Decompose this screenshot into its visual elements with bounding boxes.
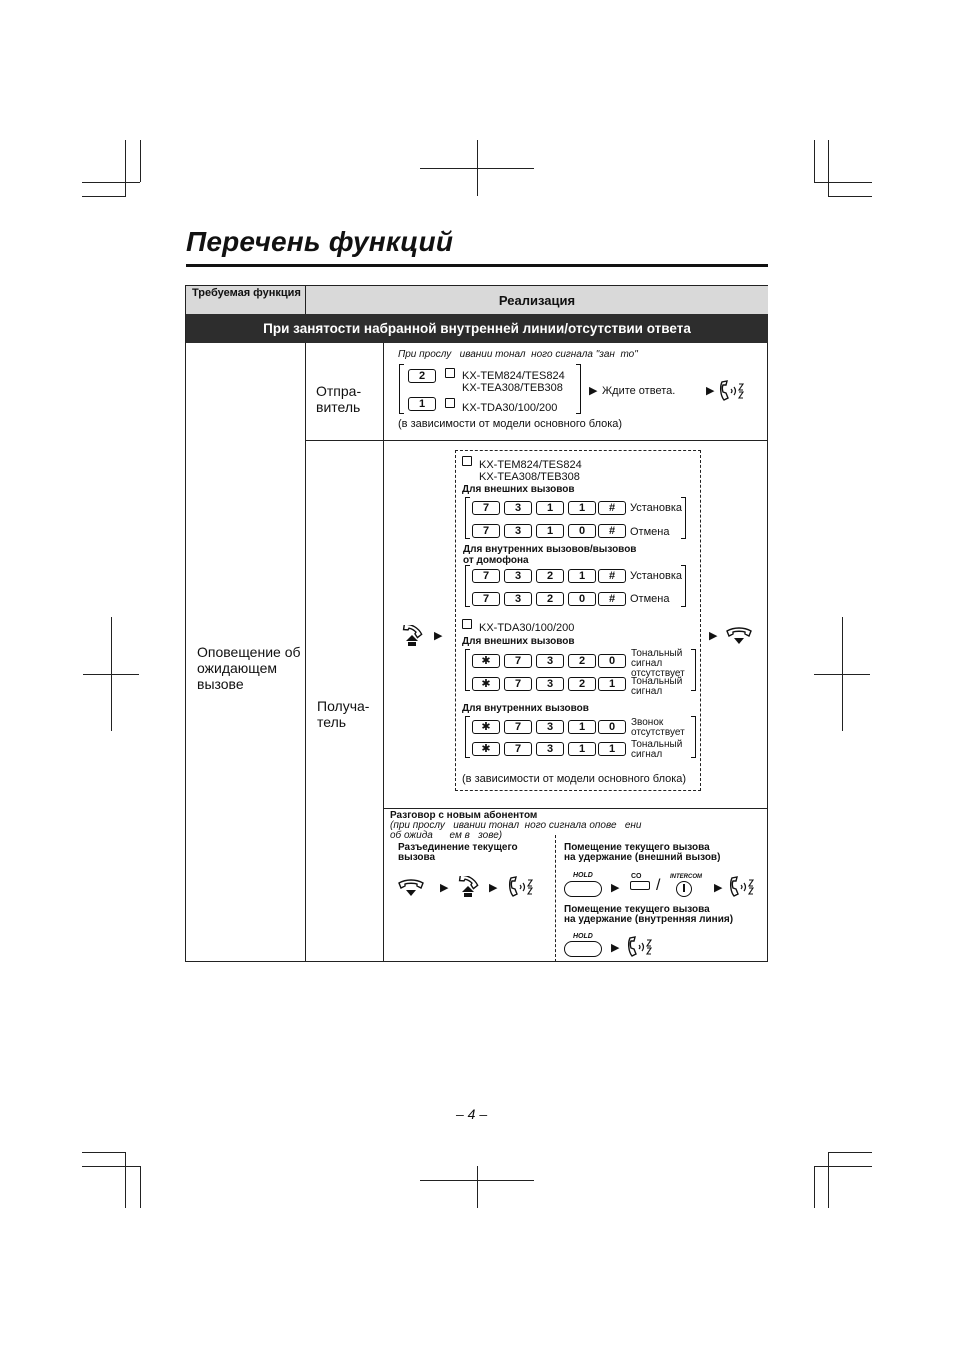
disconnect-heading [398,843,518,863]
key: 1 [536,501,564,515]
key: 0 [598,720,626,734]
dashed-divider [555,835,556,962]
hold-button [564,881,602,897]
talk-hint-2: об ожида ем в зове) [390,830,503,841]
crop-mark [82,196,126,197]
key: 2 [568,654,596,668]
key: 3 [536,677,564,691]
crop-mark [420,168,534,169]
crop-mark [82,1152,126,1153]
model-tem824: KX-TEM824/TES824 [462,370,565,382]
header-implementation: Реализация [305,286,768,314]
key: 3 [536,720,564,734]
ext-calls-heading-b: Для внешних вызовов [462,636,575,647]
hold-key-label: HOLD [573,933,593,940]
key: 3 [536,654,564,668]
model-tea308: KX-TEA308/TEB308 [479,471,580,483]
key: 3 [504,569,532,583]
hold-int-heading [564,905,733,925]
tone-line-2: сигнал [631,749,663,760]
crop-mark [82,1166,140,1167]
bracket [465,565,470,607]
key: 7 [472,501,500,515]
page-number: – 4 – [456,1106,488,1122]
bracket [465,649,470,691]
crop-mark [140,1166,141,1208]
arrow-right-icon: ▶ [489,882,498,894]
tone-label [631,677,682,697]
hold-button [564,941,602,957]
crop-mark [814,140,815,182]
checkbox-icon [445,368,455,378]
sender-label: Отпра-витель [316,383,362,415]
key: 1 [568,569,596,583]
arrow-right-icon: ▶ [714,882,723,894]
ext-calls-heading: Для внешних вызовов [462,484,575,495]
crop-mark [140,140,141,182]
column-divider [305,343,306,962]
model-tem824: KX-TEM824/TES824 [479,459,582,471]
intercom-key-label: INTERCOM [670,874,702,880]
key: # [598,569,626,583]
tone-absent-label [631,649,685,679]
arrow-right-icon: ▶ [440,882,449,894]
arrow-right-icon: ▶ [706,385,715,397]
crop-mark [420,1180,534,1181]
tone-absent-line-3: отсутствует [631,668,685,679]
slash: / [656,877,661,894]
key: 7 [504,742,532,756]
receiver-label: Получа-тель [317,698,370,730]
column-divider [383,343,384,962]
int-calls-heading-b: Для внутренних вызовов [462,703,589,714]
bracket [465,497,470,539]
key: 2 [536,569,564,583]
section-band: При занятости набранной внутренней линии/отсутствии ответа [186,314,768,343]
model-tda: KX-TDA30/100/200 [479,622,575,634]
function-table [185,285,768,962]
key: 7 [472,569,500,583]
ring-absent-label [631,718,685,738]
wait-answer: Ждите ответа. [602,385,676,397]
hold-int-line-2: на удержание (внутренняя линия) [564,914,734,925]
int-calls-heading-2: от домофона [463,555,529,566]
ring-absent-line-1: Звонок [631,717,664,728]
tone-absent-line-1: Тональный [631,648,683,659]
key: ✱ [472,654,500,668]
ring-absent-line-2: отсутствует [631,727,685,738]
hold-key-label: HOLD [573,872,593,879]
key: # [598,501,626,515]
arrow-right-icon: ▶ [709,630,718,642]
key: 7 [472,524,500,538]
crop-mark [82,182,140,183]
intercom-button-mark [683,884,685,892]
tone-line-1: Тональный [631,739,683,750]
arrow-right-icon: ▶ [434,630,443,642]
checkbox-icon [462,456,472,466]
key: 2 [536,592,564,606]
tone-line-2: сигнал [631,686,663,697]
hold-ext-heading [564,843,720,863]
checkbox-icon [445,398,455,408]
key: 1 [568,501,596,515]
feature-name: Оповещение об ожидающем вызове [197,644,301,692]
model-tda: KX-TDA30/100/200 [462,402,558,414]
header-required-function: Требуемая функция [186,286,305,314]
bracket [576,364,581,414]
tone-absent-line-2: сигнал [631,658,663,669]
onhook-icon [396,879,426,899]
crop-mark [828,1152,872,1153]
crop-mark [814,182,872,183]
disconnect-line-2: вызова [398,852,436,863]
tone-line-1: Тональный [631,676,683,687]
crop-mark [125,140,126,196]
receiver-note: (в зависимости от модели основного блока) [462,773,687,785]
offhook-icon [398,625,426,647]
key: ✱ [472,742,500,756]
talk-hint-1: (при прослу ивании тонал ного сигнала опове ени [390,820,642,831]
row-divider [305,440,768,441]
key: 0 [568,524,596,538]
sender-hint: При прослу ивании тонал ного сигнала "зан то" [398,349,638,360]
disconnect-line-1: Разъединение текущего [398,842,518,853]
key: ✱ [472,677,500,691]
set-label: Установка [630,502,682,514]
bracket [691,649,696,691]
title-rule [186,264,768,267]
key: 1 [598,742,626,756]
talk-handset-icon [627,936,653,958]
hold-ext-line-1: Помещение текущего вызова [564,842,710,853]
crop-mark [814,1166,815,1208]
crop-mark [828,1152,829,1208]
key: 7 [504,720,532,734]
crop-mark [814,674,870,675]
arrow-right-icon: ▶ [611,942,620,954]
crop-mark [125,1152,126,1208]
bracket [399,364,404,414]
offhook-icon [454,876,482,898]
crop-mark [814,1166,872,1167]
key: 7 [504,654,532,668]
co-key-label: CO [631,873,642,880]
bracket [691,716,696,758]
cancel-label: Отмена [630,526,670,538]
key: 1 [568,720,596,734]
key: 7 [504,677,532,691]
key: 1 [598,677,626,691]
key: 3 [504,524,532,538]
crop-mark [477,1166,478,1208]
int-calls-heading: Для внутренних вызовов/вызовов [463,544,637,555]
key: 1 [568,742,596,756]
key: 3 [536,742,564,756]
crop-mark [828,196,872,197]
talk-handset-icon [719,380,745,402]
key-1: 1 [408,397,436,411]
cancel-label: Отмена [630,593,670,605]
arrow-right-icon: ▶ [589,385,598,397]
key: 0 [568,592,596,606]
key: # [598,524,626,538]
key: 3 [504,592,532,606]
key: 2 [568,677,596,691]
talk-title: Разговор с новым абонентом [390,810,538,821]
bracket [465,716,470,758]
set-label: Установка [630,570,682,582]
page-title: Перечень функций [186,226,454,257]
co-button [630,881,650,890]
key: 3 [504,501,532,515]
talk-handset-icon [729,876,755,898]
key: 7 [472,592,500,606]
sender-note: (в зависимости от модели основного блока) [398,418,623,430]
key: # [598,592,626,606]
onhook-icon [724,627,754,647]
hold-ext-line-2: на удержание (внешний вызов) [564,852,721,863]
talk-handset-icon [508,876,534,898]
key-2: 2 [408,369,436,383]
checkbox-icon [462,619,472,629]
tone-label [631,740,682,760]
arrow-right-icon: ▶ [611,882,620,894]
row-divider [383,808,768,809]
key: 0 [598,654,626,668]
model-tea308: KX-TEA308/TEB308 [462,382,563,394]
crop-mark [83,674,139,675]
crop-mark [828,140,829,196]
key: ✱ [472,720,500,734]
key: 1 [536,524,564,538]
hold-int-line-1: Помещение текущего вызова [564,904,710,915]
